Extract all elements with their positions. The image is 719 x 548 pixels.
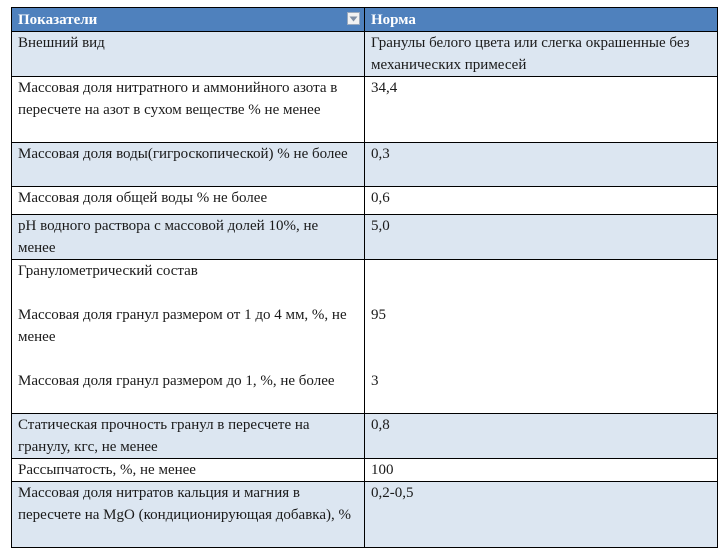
- table-row: [12, 459, 718, 482]
- table-row: [12, 215, 718, 260]
- table-row-granulometry: [12, 260, 718, 414]
- table-row: [12, 77, 718, 143]
- table-header-row: [12, 8, 718, 32]
- norm-cell: 0,3: [365, 143, 718, 187]
- indicator-cell: Рассыпчатость, %, не менее: [12, 459, 365, 482]
- dropdown-filter-icon[interactable]: [347, 12, 360, 25]
- norm-cell: 100: [365, 459, 718, 482]
- norm-cell: 0,2-0,5: [365, 482, 718, 548]
- granulometry-sub-indicator: Массовая доля гранул размером до 1, %, не более: [18, 373, 335, 389]
- granulometry-sub-norm: 3: [371, 373, 379, 389]
- norm-cell: [365, 260, 718, 414]
- header-indicators: [12, 8, 365, 32]
- indicator-cell: pH водного раствора с массовой долей 10%, не менее: [12, 215, 365, 260]
- norm-cell: 34,4: [365, 77, 718, 143]
- table-row: [12, 32, 718, 77]
- norm-cell: 0,6: [365, 187, 718, 215]
- table-row: [12, 187, 718, 215]
- indicator-cell: Внешний вид: [12, 32, 365, 77]
- indicator-cell: Статическая прочность гранул в пересчете на гранулу, кгс, не менее: [12, 414, 365, 459]
- indicator-cell: Массовая доля воды(гигроскопической) % не более: [12, 143, 365, 187]
- granulometry-sub-indicator: Массовая доля гранул размером от 1 до 4 мм, %, не менее: [18, 307, 347, 345]
- norm-cell: 5,0: [365, 215, 718, 260]
- spec-table: [11, 7, 718, 548]
- indicator-cell: Массовая доля нитратного и аммонийного азота в пересчете на азот в сухом веществе % не менее: [12, 77, 365, 143]
- indicator-cell: [12, 260, 365, 414]
- indicator-cell: Массовая доля общей воды % не более: [12, 187, 365, 215]
- norm-cell: 0,8: [365, 414, 718, 459]
- header-norm: [365, 8, 718, 32]
- table-row: [12, 143, 718, 187]
- header-indicators-label: Показатели: [18, 12, 98, 28]
- table-row: [12, 482, 718, 548]
- granulometry-heading: Гранулометрический состав: [18, 263, 198, 279]
- spec-table-container: [11, 7, 717, 548]
- indicator-cell: Массовая доля нитратов кальция и магния в пересчете на MgO (кондиционирующая добавка), %: [12, 482, 365, 548]
- norm-cell: Гранулы белого цвета или слегка окрашенные без механических примесей: [365, 32, 718, 77]
- table-row: [12, 414, 718, 459]
- header-norm-label: Норма: [371, 12, 416, 28]
- granulometry-sub-norm: 95: [371, 307, 386, 323]
